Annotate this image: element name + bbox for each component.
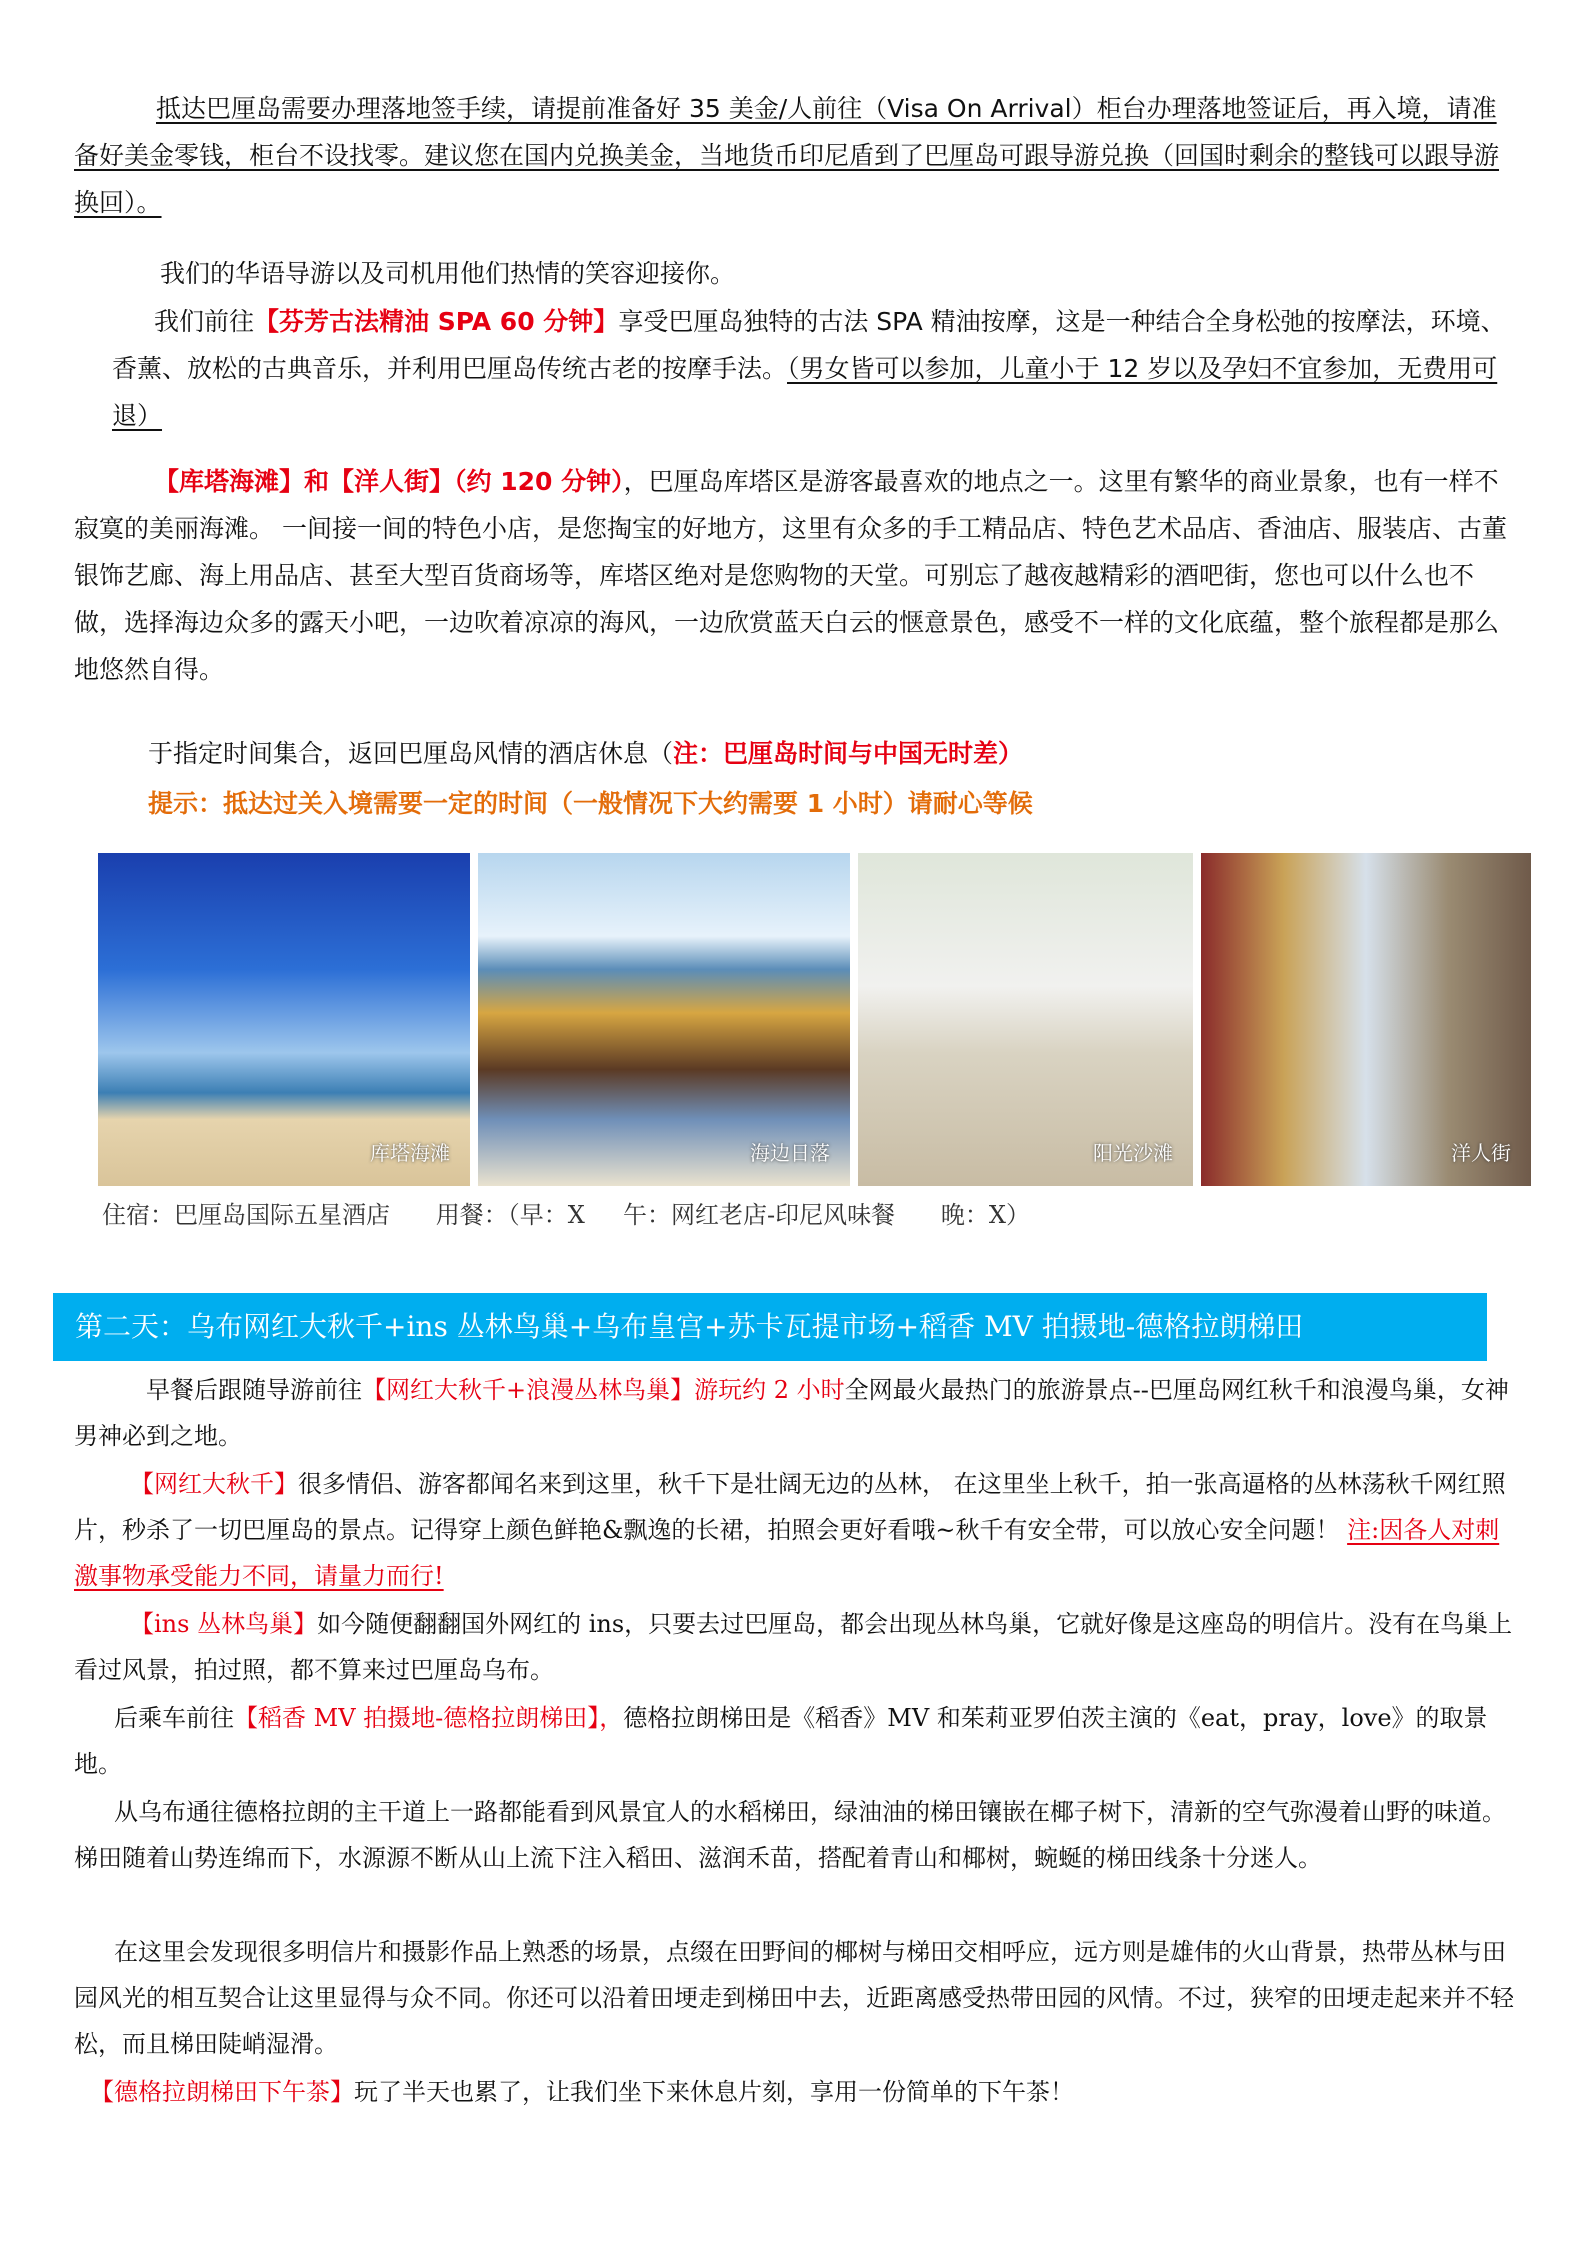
rice-paragraph: [74, 1695, 1514, 1787]
rice-prefix: 后乘车前往: [114, 1704, 234, 1732]
hotel-paragraph: [74, 730, 1514, 777]
road-paragraph: [74, 1789, 1514, 1881]
intro-highlight: 【网红大秋千+浪漫丛林鸟巢】游玩约 2 小时: [362, 1376, 845, 1404]
visa-paragraph: [74, 85, 1514, 226]
rice-text: 德格拉朗梯田是《稻香》MV 和茱莉亚罗伯茨主演的《eat，pray，love》的取景地。: [74, 1704, 1488, 1778]
photo-kuta-beach: [98, 853, 470, 1186]
guide-paragraph: [74, 250, 1514, 297]
nest-paragraph: [74, 1601, 1514, 1693]
spa-text: 享受巴厘岛独特的古法 SPA 精油按摩，这是一种结合全身松弛的按摩法，环境、香薰、放松的古典音乐，并利用巴厘岛传统古老的按摩手法。: [112, 307, 1506, 383]
kuta-paragraph: [74, 458, 1514, 693]
visa-text: 抵达巴厘岛需要办理落地签手续，请提前准备好 35 美金/人前往（Visa On Arrival）柜台办理落地签证后，再入境，请准备好美金零钱，柜台不设找零。建议您在国内兑换美金，当地货币印尼盾到了巴厘岛可跟导游兑换（回国时剩余的整钱可以跟导游换回）。: [74, 94, 1500, 217]
road-text: 从乌布通往德格拉朗的主干道上一路都能看到风景宜人的水稻梯田，绿油油的梯田镶嵌在椰子树下，清新的空气弥漫着山野的味道。梯田随着山势连绵而下，水源源不断从山上流下注入稻田、滋润禾苗，搭配着青山和椰树，蜿蜒的梯田线条十分迷人。: [74, 1798, 1506, 1872]
photo-caption: 海边日落: [750, 1141, 830, 1165]
nest-text: 如今随便翻翻国外网红的 ins，只要去过巴厘岛，都会出现丛林鸟巢，它就好像是这座岛的明信片。没有在鸟巢上看过风景，拍过照，都不算来过巴厘岛乌布。: [74, 1610, 1513, 1684]
photo-strip: [98, 853, 1538, 1186]
spa-prefix: 我们前往: [154, 307, 255, 336]
time-note: 注：巴厘岛时间与中国无时差）: [673, 739, 1024, 768]
nest-highlight: 【ins 丛林鸟巢】: [130, 1610, 318, 1638]
photo-caption: 洋人街: [1451, 1141, 1511, 1165]
rice-highlight: 【稻香 MV 拍摄地-德格拉朗梯田】，: [234, 1704, 624, 1732]
kuta-text: ，巴厘岛库塔区是游客最喜欢的地点之一。这里有繁华的商业景象，也有一样不寂寞的美丽海滩。 一间接一间的特色小店，是您掏宝的好地方，这里有众多的手工精品店、特色艺术品店、香油店、服装店、古董银饰艺廊、海上用品店、甚至大型百货商场等，库塔区绝对是您购物的天堂。可别忘了越夜越精彩的酒吧街，您也可以什么也不做，选择海边众多的露天小吧，一边吹着凉凉的海风，一边欣赏蓝天白云的惬意景色，感受不一样的文化底蕴，整个旅程都是那么地悠然自得。: [74, 467, 1507, 684]
swing-note: 注:因各人对刺激事物承受能力不同，请量力而行!: [74, 1516, 1500, 1590]
photo-caption: 阳光沙滩: [1093, 1141, 1173, 1165]
spa-note: （男女皆可以参加，儿童小于 12 岁以及孕妇不宜参加，无费用可退）: [112, 354, 1498, 430]
spa-highlight: 【芬芳古法精油 SPA 60 分钟】: [254, 307, 619, 336]
photo-caption: 库塔海滩: [370, 1141, 450, 1165]
day2-intro: [74, 1367, 1514, 1459]
spa-paragraph: [112, 298, 1512, 439]
tea-text: 玩了半天也累了，让我们坐下来休息片刻，享用一份简单的下午茶！: [354, 2078, 1074, 2106]
tea-paragraph: [74, 2069, 1514, 2115]
guide-text: 我们的华语导游以及司机用他们热情的笑容迎接你。: [160, 259, 736, 288]
intro-text: 全网最火最热门的旅游景点--巴厘岛网红秋千和浪漫鸟巢，女神男神必到之地。: [74, 1376, 1509, 1450]
tip-text: 提示：抵达过关入境需要一定的时间（一般情况下大约需要 1 小时）请耐心等候: [148, 789, 1033, 818]
scene-text: 在这里会发现很多明信片和摄影作品上熟悉的场景，点缀在田野间的椰树与梯田交相呼应，远方则是雄伟的火山背景，热带丛林与田园风光的相互契合让这里显得与众不同。你还可以沿着田埂走到梯田中去，近距离感受热带田园的风情。不过，狭窄的田埂走起来并不轻松，而且梯田陡峭湿滑。: [74, 1938, 1514, 2058]
day2-banner: [53, 1293, 1487, 1361]
swing-highlight: 【网红大秋千】: [130, 1470, 298, 1498]
stay-meal-line: 住宿：巴厘岛国际五星酒店 用餐：（早：X 午：网红老店-印尼风味餐 晚：X）: [102, 1201, 1030, 1229]
hotel-text: 于指定时间集合，返回巴厘岛风情的酒店休息（: [148, 739, 674, 768]
swing-paragraph: [74, 1461, 1514, 1599]
day2-title: 第二天：乌布网红大秋千+ins 丛林鸟巢+乌布皇宫+苏卡瓦提市场+稻香 MV 拍摄地-德格拉朗梯田: [75, 1310, 1304, 1343]
intro-prefix: 早餐后跟随导游前往: [146, 1376, 362, 1404]
photo-sunny-beach: [858, 853, 1193, 1186]
scene-paragraph: [74, 1929, 1514, 2067]
kuta-highlight: 【库塔海滩】和【洋人街】（约 120 分钟）: [154, 467, 624, 496]
photo-legian-street: [1201, 853, 1531, 1186]
tea-highlight: 【德格拉朗梯田下午茶】: [90, 2078, 354, 2106]
photo-seaside-sunset: [478, 853, 850, 1186]
arrival-tip: [74, 780, 1514, 827]
swing-text: 很多情侣、游客都闻名来到这里，秋千下是壮阔无边的丛林， 在这里坐上秋千，拍一张高逼格的丛林荡秋千网红照片，秒杀了一切巴厘岛的景点。记得穿上颜色鲜艳&飘逸的长裙，拍照会更好看哦~秋千有安全带，可以放心安全问题！: [74, 1470, 1506, 1544]
